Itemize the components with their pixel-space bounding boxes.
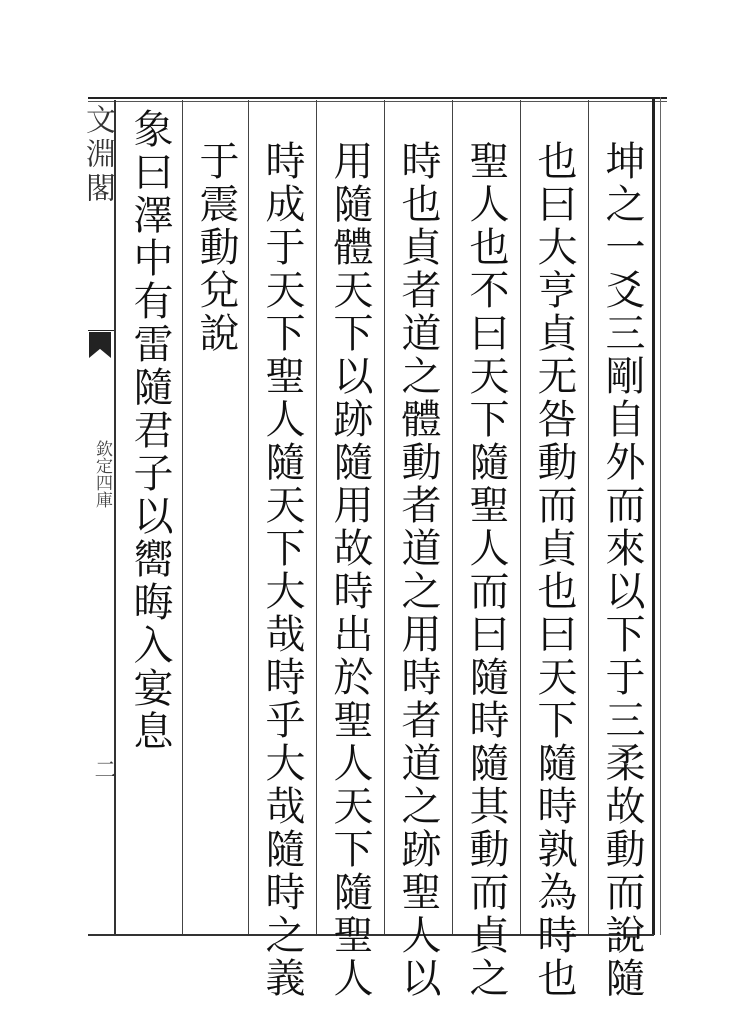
text-column-5: 用隨體天下以跡隨用故時出於聖人天下隨聖人 [327, 140, 373, 1000]
column-divider [520, 100, 521, 934]
column-divider [452, 100, 453, 934]
column-divider [182, 100, 183, 934]
column-divider [384, 100, 385, 934]
column-divider [248, 100, 249, 934]
margin-subtitle: 欽定四庫 [92, 440, 112, 508]
text-column-6: 時成于天下聖人隨天下大哉時乎大哉隨時之義 [259, 140, 305, 1000]
frame-top-inner-border [88, 101, 667, 102]
fish-tail-rule [88, 330, 114, 331]
text-column-1: 坤之一爻三剛自外而來以下于三柔故動而說隨 [599, 140, 645, 1000]
text-column-7: 于震動兌說 [193, 140, 239, 355]
text-column-3: 聖人也不曰天下隨聖人而曰隨時隨其動而貞之 [463, 140, 509, 1000]
text-column-2: 也曰大亨貞无咎動而貞也曰天下隨時孰為時也 [531, 140, 577, 1000]
column-divider [588, 100, 589, 934]
margin-page-number: 二 [91, 758, 116, 780]
fish-tail-mark [89, 332, 111, 358]
frame-top-border [88, 97, 667, 99]
margin-title: 文淵閣 [80, 104, 115, 206]
text-column-8: 象曰澤中有雷隨君子以嚮晦入宴息 [127, 108, 173, 753]
frame-right-border [652, 97, 655, 935]
text-column-4: 時也貞者道之體動者道之用時者道之跡聖人以 [395, 140, 441, 1000]
frame-right-outer-border [660, 97, 661, 935]
column-divider [316, 100, 317, 934]
frame-left-border [114, 100, 116, 934]
